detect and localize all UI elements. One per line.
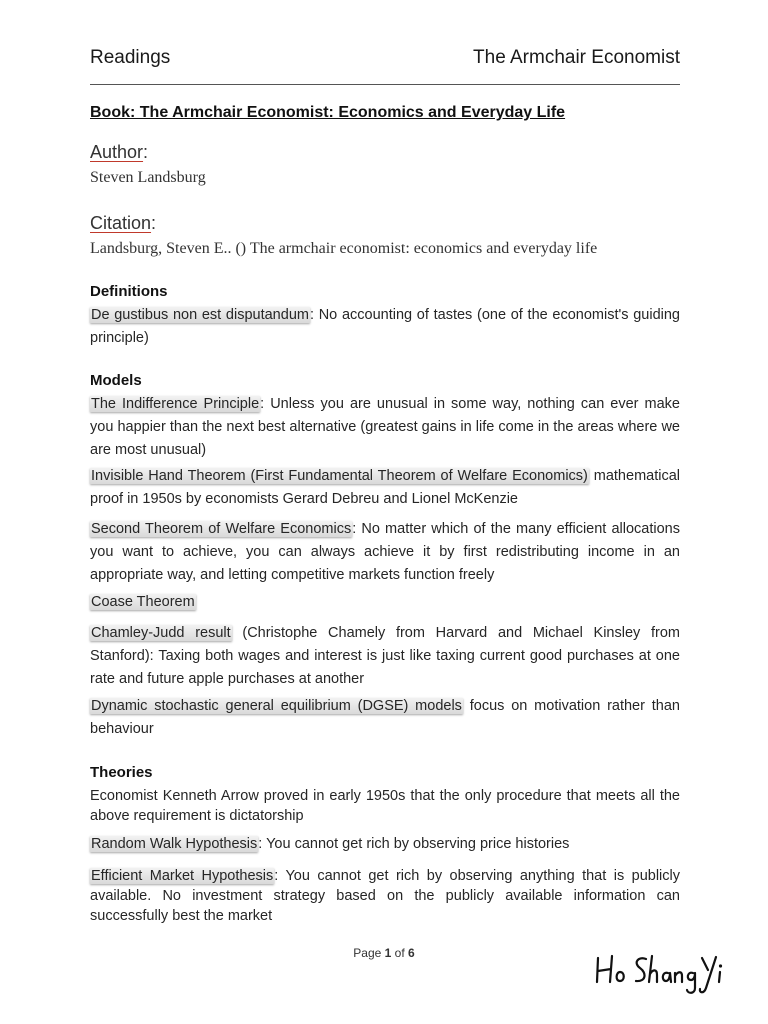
header-right-title: The Armchair Economist (473, 47, 680, 68)
page-header (90, 46, 680, 85)
citation-label-colon: : (151, 213, 157, 233)
current-page-number: 1 (384, 946, 392, 960)
definition-item (90, 304, 680, 350)
of-word: of (394, 946, 405, 960)
theory-text: : You cannot get rich by observing price histories (258, 836, 570, 852)
author-label-colon: : (143, 142, 149, 162)
model-item (90, 695, 680, 741)
author-name: Steven Landsburg (90, 169, 206, 186)
theories-intro: Economist Kenneth Arrow proved in early 1950s that the only procedure that meets all the above requirement is dictatorship (90, 788, 680, 824)
model-term: Chamley-Judd result (91, 625, 231, 641)
theory-term: Efficient Market Hypothesis (91, 868, 274, 884)
model-item (90, 393, 680, 462)
definition-text: : No accounting of tastes (one of the economist's guiding principle) (90, 307, 680, 346)
citation-text: Landsburg, Steven E.. () The armchair economist: economics and everyday life (90, 240, 598, 257)
model-text: mathematical proof in 1950s by economists Gerard Debreu and Lionel McKenzie (90, 468, 680, 507)
book-title: Book: The Armchair Economist: Economics and Everyday Life (90, 104, 566, 121)
model-item (90, 518, 680, 587)
author-label-text: Author (90, 142, 144, 162)
definitions-heading: Definitions (90, 283, 168, 300)
definition-term: De gustibus non est disputandum (91, 307, 309, 323)
total-pages: 6 (408, 946, 415, 960)
theory-term: Random Walk Hypothesis (91, 836, 258, 852)
page-word: Page (353, 946, 382, 960)
model-term: Dynamic stochastic general equilibrium (DGSE) models (91, 698, 462, 714)
model-term: Coase Theorem (91, 594, 195, 610)
model-text: : Unless you are unusual in some way, nothing can ever make you happier than the next best alternative (greatest gains in life come in the areas where we are most unusual) (90, 396, 680, 458)
model-text: focus on motivation rather than behaviour (90, 698, 680, 737)
model-text: : No matter which of the many efficient allocations you want to achieve, you can always achieve it by first redistributing income in an appropriate way, and letting competitive markets function freely (90, 521, 680, 583)
model-item (90, 622, 680, 691)
theories-heading: Theories (90, 764, 153, 781)
signature (594, 948, 724, 996)
models-heading: Models (90, 372, 142, 389)
citation-label-text: Citation (90, 213, 152, 233)
model-term: The Indifference Principle (91, 396, 260, 412)
theory-item (90, 866, 680, 926)
model-item (90, 591, 680, 614)
model-text: (Christophe Chamely from Harvard and Michael Kinsley from Stanford): Taxing both wages and interest is just like taxing current good purchases at one rate and future apple purchases at another (90, 625, 680, 687)
model-term: Second Theorem of Welfare Economics (91, 521, 352, 537)
theory-text: : You cannot get rich by observing anything that is publicly available. No investment strategy based on the publicly available information can successfully best the market (90, 868, 680, 924)
model-item (90, 465, 680, 511)
header-left-title: Readings (90, 47, 171, 68)
author-label (90, 142, 148, 163)
model-term: Invisible Hand Theorem (First Fundamental Theorem of Welfare Economics) (91, 468, 588, 484)
theory-item (90, 833, 680, 856)
citation-label (90, 213, 156, 234)
